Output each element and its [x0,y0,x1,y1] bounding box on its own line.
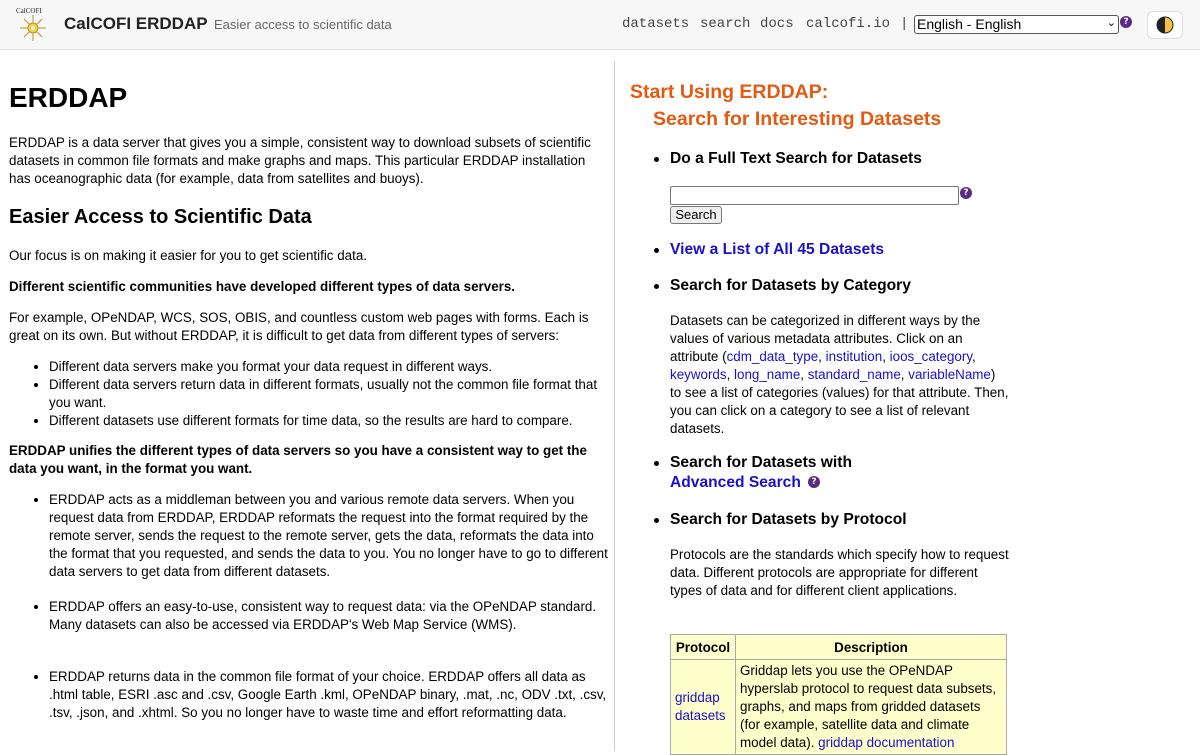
unifies-paragraph: ERDDAP unifies the different types of data servers so you have a consistent way to get the data you want, in the format you want. [9,443,587,476]
table-header-protocol: Protocol [671,635,736,660]
search-input[interactable] [670,186,959,205]
category-link-ioos-category[interactable]: ioos_category [889,349,973,364]
question-icon[interactable]: ? [808,476,820,488]
category-link-standard-name[interactable]: standard_name [807,367,901,382]
language-select[interactable] [914,15,1119,34]
language-select-value: English - English [917,16,1022,32]
advanced-heading: Search for Datasets with [670,454,852,471]
category-text: Datasets can be categorized in different ways by the values of various metadata attributes. Click on an attribute ( [670,313,981,364]
list-item: • ERDDAP returns data in the common file format of your choice. ERDDAP offers all data as .html table, ESRI .asc and .csv, Google Earth .kml, OPeNDAP binary, .mat, .nc, ODV .txt, .csv, .tsv, .json, and .xhtml. So you no longer have to waste time and effort reformatting data. [49,668,609,722]
question-icon[interactable]: ? [960,187,972,199]
search-button[interactable]: Search [670,206,722,224]
bullet-dot [654,157,659,162]
advanced-search-link[interactable]: Advanced Search [670,474,801,491]
list-item: • Different data servers return data in different formats, usually not the common file format that you want. [49,376,609,412]
top-header [0,0,1200,50]
table-row [671,660,1007,755]
start-subtitle: Search for Interesting Datasets [653,108,942,130]
site-brand[interactable]: CalCOFI ERDDAP [64,14,208,33]
benefit-text: ERDDAP offers an easy-to-use, consistent way to request data: via the OPeNDAP standard. [49,599,597,614]
table-cell-description [736,660,1007,755]
benefits-list-3 [9,668,609,722]
full-text-search-heading: Do a Full Text Search for Datasets [670,150,922,167]
table-cell-protocol [671,660,736,755]
column-divider [614,61,615,751]
problems-list [9,358,609,430]
example-paragraph: For example, OPeNDAP, WCS, SOS, OBIS, and countless custom web pages with forms. Each is great on its own. But without ERDDAP, it is difficult to get data from different types of servers: [9,310,589,343]
protocol-table [670,634,1007,755]
list-item: • ERDDAP acts as a middleman between you and various remote data servers. When you request data from ERDDAP, ERDDAP reformats the request into the format required by the remote server, sends the request to the remote server, gets the data, reformats the data into the format that you requested, and sends the data to you. You no longer have to go to different data servers to get data from different datasets. [49,491,609,581]
communities-paragraph: Different scientific communities have developed different types of data servers. [9,279,516,294]
benefits-list-2 [9,598,609,634]
bullet-dot [654,248,659,253]
start-title: Start Using ERDDAP: [630,81,829,103]
logo-text: CalCOFI [16,7,42,15]
site-tagline: Easier access to scientific data [214,17,392,32]
category-link-variablename[interactable]: variableName [908,367,991,382]
list-item: • Different data servers make you format your data request in different ways. [49,358,609,376]
bullet-dot [654,284,659,289]
theme-toggle-button[interactable] [1147,11,1183,39]
table-header-description: Description [736,635,1007,660]
section-title: Easier Access to Scientific Data [9,206,312,228]
protocol-paragraph: Protocols are the standards which specify how to request data. Different protocols are appropriate for different types of data and for different client applications. [670,547,1009,598]
list-item [49,598,609,634]
view-all-datasets-link[interactable]: View a List of All 45 Datasets [670,241,885,258]
benefits-list-1 [9,491,609,581]
half-moon-icon [1156,16,1174,34]
griddap-documentation-link[interactable]: griddap documentation [818,735,955,750]
by-category-heading: Search for Datasets by Category [670,277,911,294]
category-paragraph: Datasets can be categorized in different ways by the values of various metadata attributes. Click on an attribute (cdm_data_type, institution, ioos_category, keywords, long_name, standard_name, variableName) to see a list of categories (values) for that attribute. Then, you can click on a category to see a list of relevant datasets. [670,313,1009,436]
category-text: ) to see a list of categories (values) for that attribute. Then, you can click on a category to see a list of relevant datasets. [670,367,1009,436]
bullet-dot [654,461,659,466]
category-link-long-name[interactable]: long_name [734,367,801,382]
chevron-down-icon: ⌄ [1106,17,1116,29]
focus-paragraph: Our focus is on making it easier for you to get scientific data. [9,248,367,263]
nav-separator: | [900,16,909,32]
griddap-description: Griddap lets you use the OPeNDAP hyperslab protocol to request data subsets, graphs, and maps from gridded datasets (for example, satellite data and climate model data). [740,663,997,750]
griddap-datasets-link[interactable]: griddap datasets [675,690,726,723]
nav-search[interactable]: search [700,16,751,32]
nav-docs[interactable]: docs [760,16,794,32]
nav-calcofi-io[interactable]: calcofi.io [806,16,891,32]
benefit-text: Many datasets can also be accessed via ERDDAP's Web Map Service (WMS). [49,617,517,632]
bullet-dot [654,518,659,523]
nav-datasets[interactable]: datasets [622,16,690,32]
page-title: ERDDAP [9,82,128,113]
question-icon[interactable]: ? [1120,16,1132,28]
by-protocol-heading: Search for Datasets by Protocol [670,511,907,528]
list-item: • Different datasets use different formats for time data, so the results are hard to compare. [49,412,609,430]
category-link-cdm-data-type[interactable]: cdm_data_type [726,349,819,364]
category-link-institution[interactable]: institution [825,349,883,364]
table-header-row [671,635,1007,660]
intro-paragraph: ERDDAP is a data server that gives you a simple, consistent way to download subsets of scientific datasets in common file formats and make graphs and maps. This particular ERDDAP installation has oceanographic data (for example, data from satellites and buoys). [9,135,591,186]
category-link-keywords[interactable]: keywords [670,367,727,382]
